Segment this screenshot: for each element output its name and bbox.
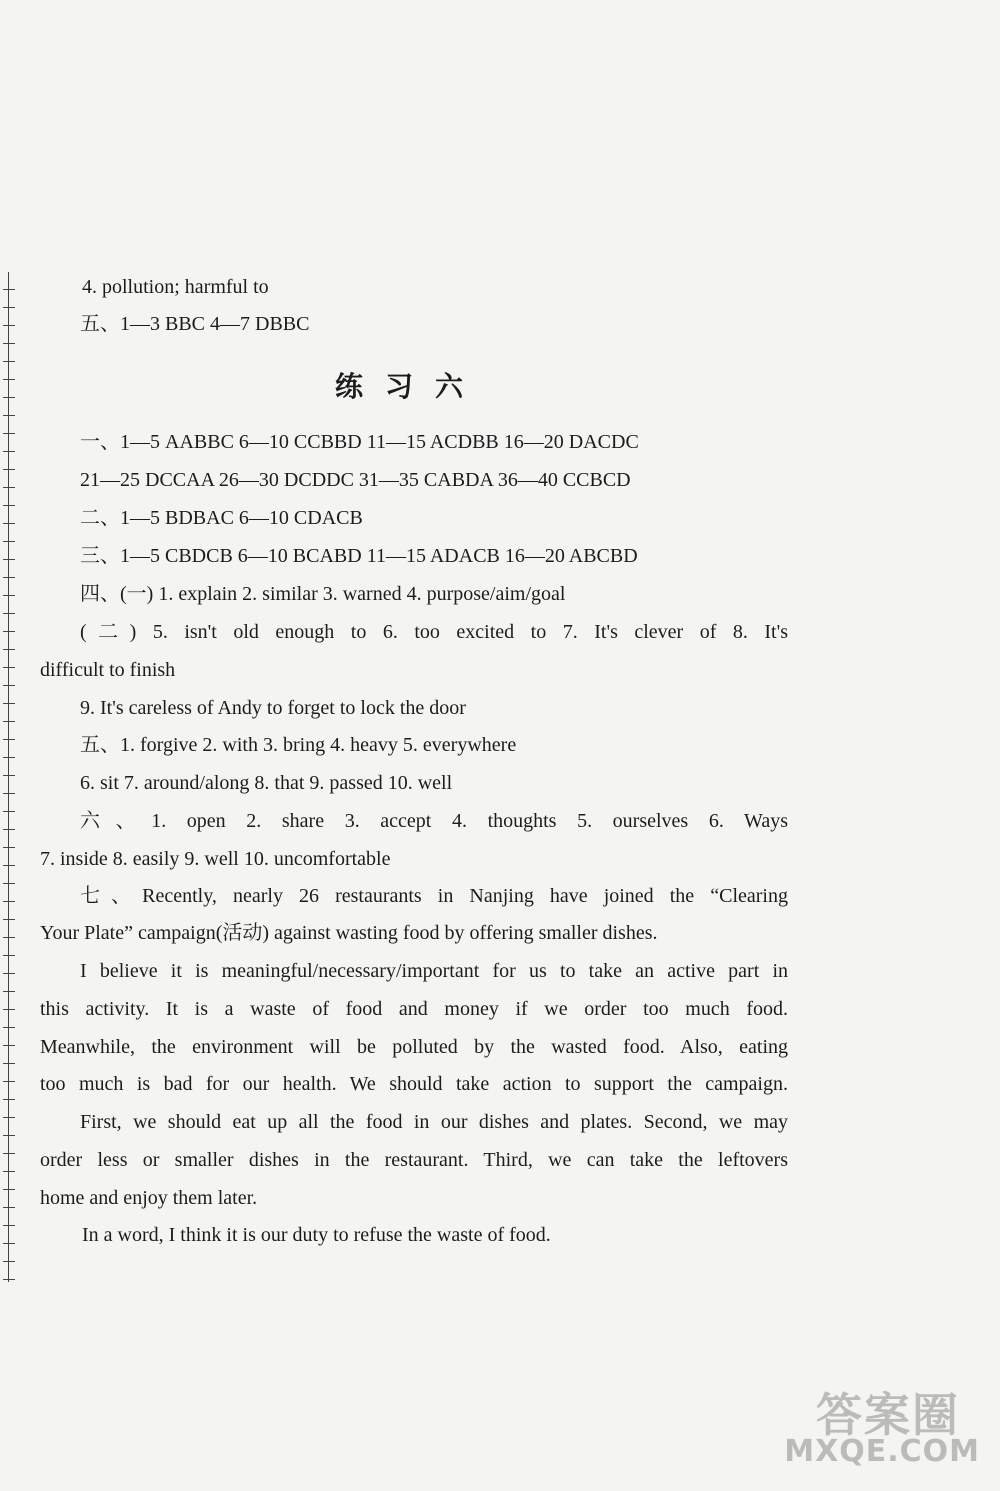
- answer-line-6: 三、1—5 CBDCB 6—10 BCABD 11—15 ADACB 16—20 ABCBD: [80, 545, 638, 567]
- essay-line-9: home and enjoy them later.: [40, 1187, 258, 1209]
- essay-line-3: I believe it is meaningful/necessary/important for us to take an active part in: [80, 960, 788, 982]
- answer-line-13: 六、1. open 2. share 3. accept 4. thoughts 5. ourselves 6. Ways: [80, 810, 788, 832]
- essay-line-1: 七、Recently, nearly 26 restaurants in Nanjing have joined the “Clearing: [80, 885, 788, 907]
- essay-line-10: In a word, I think it is our duty to refuse the waste of food.: [82, 1224, 551, 1246]
- essay-line-5: Meanwhile, the environment will be polluted by the wasted food. Also, eating: [40, 1036, 788, 1058]
- essay-line-2: Your Plate” campaign(活动) against wasting food by offering smaller dishes.: [40, 922, 658, 944]
- essay-line-8: order less or smaller dishes in the restaurant. Third, we can take the leftovers: [40, 1149, 788, 1171]
- answer-line-5: 二、1—5 BDBAC 6—10 CDACB: [80, 507, 363, 529]
- essay-line-6: too much is bad for our health. We should take action to support the campaign.: [40, 1073, 788, 1095]
- binding-ticks: [3, 272, 15, 1282]
- essay-line-7: First, we should eat up all the food in our dishes and plates. Second, we may: [80, 1111, 788, 1133]
- answer-line-12: 6. sit 7. around/along 8. that 9. passed 10. well: [80, 772, 453, 794]
- watermark-logo-text: 答案圈: [816, 1388, 960, 1442]
- answer-line-4: 21—25 DCCAA 26—30 DCDDC 31—35 CABDA 36—40 CCBCD: [80, 469, 631, 491]
- answer-line-1: 4. pollution; harmful to: [82, 276, 269, 298]
- answer-line-14: 7. inside 8. easily 9. well 10. uncomfortable: [40, 848, 391, 870]
- answer-line-7: 四、(一) 1. explain 2. similar 3. warned 4. purpose/aim/goal: [80, 583, 566, 605]
- answer-line-9: difficult to finish: [40, 659, 176, 681]
- essay-line-4: this activity. It is a waste of food and money if we order too much food.: [40, 998, 788, 1020]
- answer-line-11: 五、1. forgive 2. with 3. bring 4. heavy 5. everywhere: [80, 734, 517, 756]
- section-title: 练习六: [334, 370, 485, 403]
- watermark: [750, 1379, 980, 1469]
- answer-line-2: 五、1—3 BBC 4—7 DBBC: [80, 313, 310, 335]
- answer-line-3: 一、1—5 AABBC 6—10 CCBBD 11—15 ACDBB 16—20 DACDC: [80, 431, 639, 453]
- watermark-url: MXQE.COM: [784, 1434, 980, 1469]
- answer-line-8: (二) 5. isn't old enough to 6. too excited to 7. It's clever of 8. It's: [80, 621, 788, 643]
- answer-line-10: 9. It's careless of Andy to forget to lock the door: [80, 697, 466, 719]
